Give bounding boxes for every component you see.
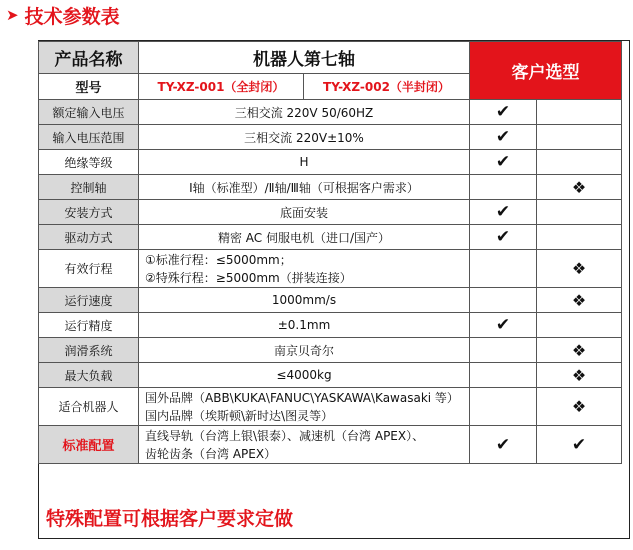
table-row xyxy=(39,100,622,125)
product-name-label: 产品名称 xyxy=(39,42,139,74)
diamond-icon: ❖ xyxy=(537,250,622,288)
table-row xyxy=(39,125,622,150)
row-value: 1000mm/s xyxy=(139,288,470,313)
table-row xyxy=(39,200,622,225)
table-row xyxy=(39,175,622,200)
table-row xyxy=(39,225,622,250)
row-value: 南京贝奇尔 xyxy=(139,338,470,363)
table-row xyxy=(39,426,622,464)
row-label: 运行精度 xyxy=(39,313,139,338)
check-icon: ✔ xyxy=(470,125,537,150)
check-icon: ✔ xyxy=(470,313,537,338)
diamond-icon: ❖ xyxy=(537,175,622,200)
arrow-icon: ➤ xyxy=(6,6,19,24)
section-title xyxy=(6,2,120,28)
value-line: 国外品牌（ABB\KUKA\FANUC\YASKAWA\Kawasaki 等） xyxy=(145,390,459,405)
check-cell xyxy=(470,388,537,426)
option-cell xyxy=(537,100,622,125)
check-icon: ✔ xyxy=(470,426,537,464)
model-b: TY-XZ-002（半封闭） xyxy=(304,74,470,100)
model-label: 型号 xyxy=(39,74,139,100)
check-icon: ✔ xyxy=(470,150,537,175)
row-value: 三相交流 220V±10% xyxy=(139,125,470,150)
option-cell xyxy=(537,200,622,225)
row-label: 安装方式 xyxy=(39,200,139,225)
header-row xyxy=(39,42,622,74)
diamond-icon: ❖ xyxy=(537,388,622,426)
section-title-text: 技术参数表 xyxy=(24,5,120,28)
spec-table xyxy=(38,41,622,464)
value-line: 齿轮齿条（台湾 APEX） xyxy=(145,446,277,461)
row-value xyxy=(139,426,470,464)
check-cell xyxy=(470,175,537,200)
check-cell xyxy=(470,250,537,288)
row-label: 有效行程 xyxy=(39,250,139,288)
table-row xyxy=(39,313,622,338)
option-cell xyxy=(537,313,622,338)
check-icon: ✔ xyxy=(470,100,537,125)
model-a: TY-XZ-001（全封闭） xyxy=(139,74,304,100)
footer-note: 特殊配置可根据客户要求定做 xyxy=(46,507,294,530)
table-row xyxy=(39,288,622,313)
table-row xyxy=(39,388,622,426)
check-cell xyxy=(470,288,537,313)
value-line: 国内品牌（埃斯顿\新时达\图灵等） xyxy=(145,408,334,423)
diamond-icon: ❖ xyxy=(537,288,622,313)
row-label: 驱动方式 xyxy=(39,225,139,250)
check-cell xyxy=(470,338,537,363)
row-label: 额定输入电压 xyxy=(39,100,139,125)
row-value: H xyxy=(139,150,470,175)
check-icon: ✔ xyxy=(537,426,622,464)
row-value: 底面安装 xyxy=(139,200,470,225)
row-label: 运行速度 xyxy=(39,288,139,313)
check-cell xyxy=(470,363,537,388)
row-label: 控制轴 xyxy=(39,175,139,200)
table-row xyxy=(39,363,622,388)
row-label: 最大负载 xyxy=(39,363,139,388)
row-value: ≤4000kg xyxy=(139,363,470,388)
value-line: ②特殊行程：≥5000mm（拼装连接） xyxy=(145,270,352,285)
table-row xyxy=(39,150,622,175)
option-cell xyxy=(537,125,622,150)
row-value: 三相交流 220V 50/60HZ xyxy=(139,100,470,125)
row-label-standard-config: 标准配置 xyxy=(39,426,139,464)
table-row xyxy=(39,338,622,363)
diamond-icon: ❖ xyxy=(537,338,622,363)
table-row xyxy=(39,250,622,288)
option-cell xyxy=(537,150,622,175)
check-icon: ✔ xyxy=(470,200,537,225)
check-icon: ✔ xyxy=(470,225,537,250)
option-cell xyxy=(537,225,622,250)
diamond-icon: ❖ xyxy=(537,363,622,388)
row-value: 精密 AC 伺服电机（进口/国产） xyxy=(139,225,470,250)
row-value xyxy=(139,388,470,426)
value-line: ①标准行程：≤5000mm； xyxy=(145,252,292,267)
row-label: 绝缘等级 xyxy=(39,150,139,175)
robot-name: 机器人第七轴 xyxy=(139,42,470,74)
row-label: 适合机器人 xyxy=(39,388,139,426)
row-label: 润滑系统 xyxy=(39,338,139,363)
row-value: ±0.1mm xyxy=(139,313,470,338)
customer-choice-header: 客户选型 xyxy=(470,42,622,100)
row-value: Ⅰ轴（标准型）/Ⅱ轴/Ⅲ轴（可根据客户需求） xyxy=(139,175,470,200)
row-value xyxy=(139,250,470,288)
row-label: 输入电压范围 xyxy=(39,125,139,150)
value-line: 直线导轨（台湾上银\银泰）、减速机（台湾 APEX）、 xyxy=(145,428,425,443)
